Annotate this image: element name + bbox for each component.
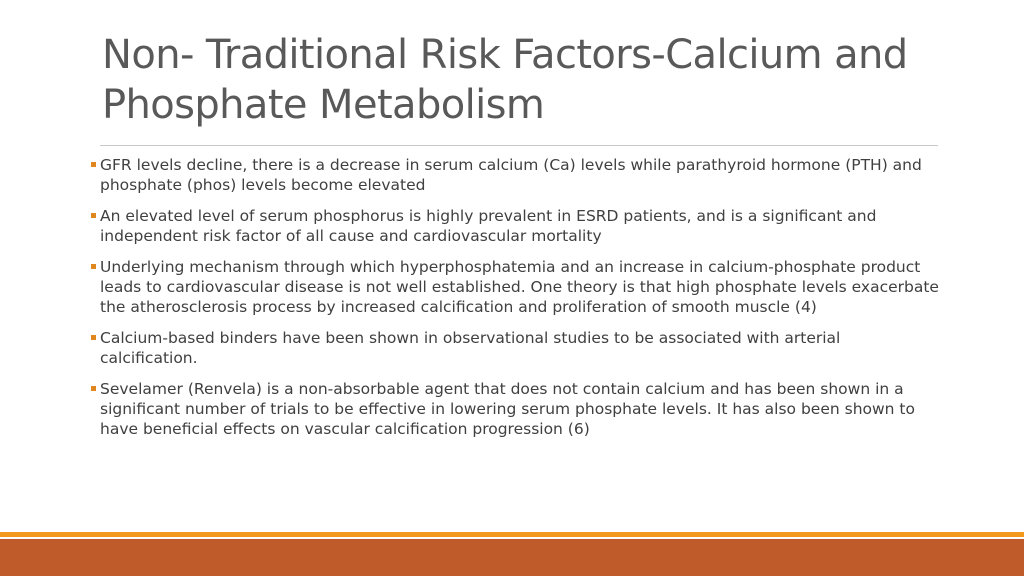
square-bullet-icon xyxy=(91,213,96,218)
footer-accent-stripe xyxy=(0,532,1024,537)
bullet-text: GFR levels decline, there is a decrease in serum calcium (Ca) levels while parathyroid hormone (PTH) and phosphate (phos) levels become elevated xyxy=(100,156,922,194)
bullet-text: Calcium-based binders have been shown in observational studies to be associated with arterial calcification. xyxy=(100,329,841,367)
square-bullet-icon xyxy=(91,264,96,269)
title-divider xyxy=(100,145,938,146)
bullet-item xyxy=(90,380,942,439)
bullet-text: An elevated level of serum phosphorus is highly prevalent in ESRD patients, and is a significant and independent risk factor of all cause and cardiovascular mortality xyxy=(100,207,877,245)
bullet-item xyxy=(90,207,942,246)
square-bullet-icon xyxy=(91,386,96,391)
bullet-item xyxy=(90,156,942,195)
bullet-item xyxy=(90,258,942,317)
bullet-list xyxy=(90,156,942,451)
slide-title: Non- Traditional Risk Factors-Calcium and Phosphate Metabolism xyxy=(102,32,908,128)
square-bullet-icon xyxy=(91,335,96,340)
bullet-text: Sevelamer (Renvela) is a non-absorbable agent that does not contain calcium and has been shown in a significant number of trials to be effective in lowering serum phosphate levels. It has also been shown to have beneficial effects on vascular calcification progression (6) xyxy=(100,380,915,438)
square-bullet-icon xyxy=(91,162,96,167)
footer-bar xyxy=(0,539,1024,576)
bullet-item xyxy=(90,329,942,368)
bullet-text: Underlying mechanism through which hyperphosphatemia and an increase in calcium-phosphate product leads to cardiovascular disease is not well established. One theory is that high phosphate levels exacerbate the atherosclerosis process by increased calcification and proliferation of smooth muscle (4) xyxy=(100,258,939,316)
